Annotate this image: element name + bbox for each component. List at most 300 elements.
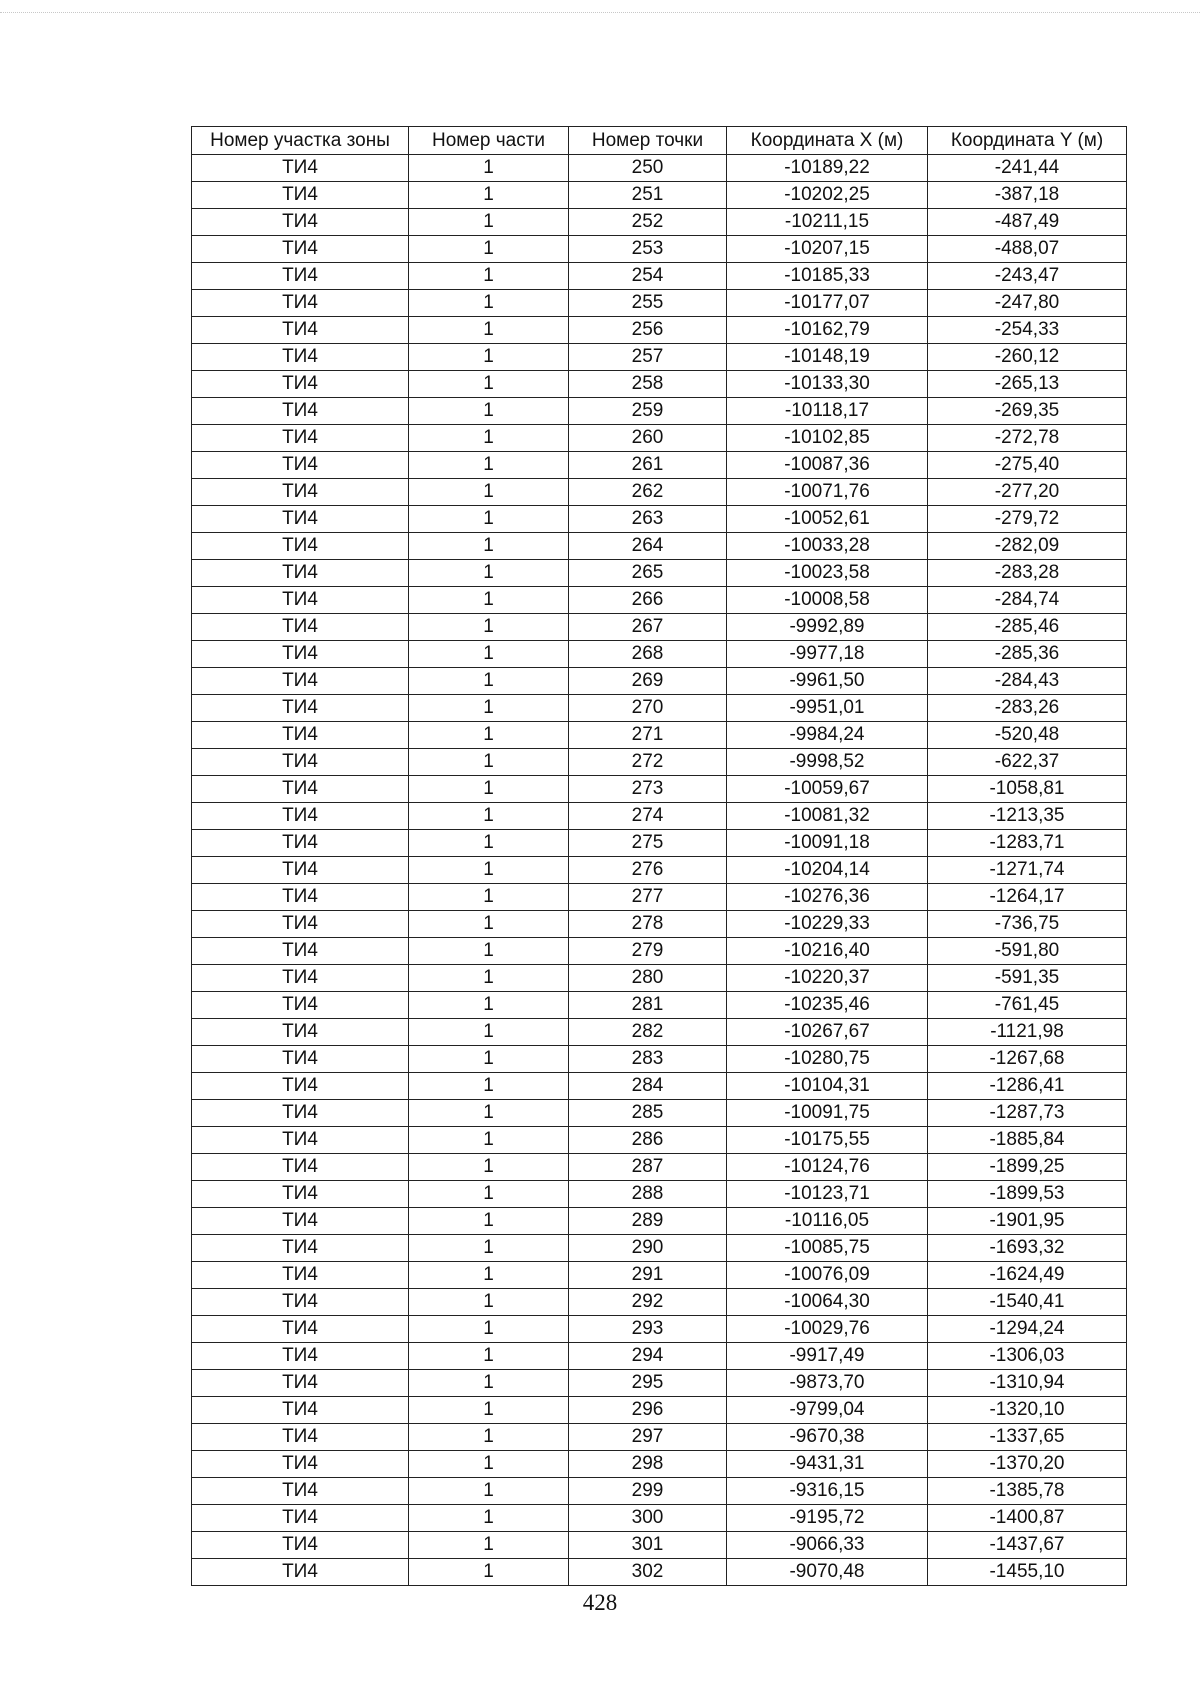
cell-coordinate-y: -285,46: [928, 614, 1127, 641]
cell-point-number: 255: [569, 290, 727, 317]
cell-coordinate-x: -10148,19: [727, 344, 928, 371]
cell-coordinate-y: -761,45: [928, 992, 1127, 1019]
cell-coordinate-x: -10081,32: [727, 803, 928, 830]
cell-coordinate-x: -10276,36: [727, 884, 928, 911]
table-row: [192, 290, 1127, 317]
cell-zone-section: ТИ4: [192, 506, 409, 533]
cell-point-number: 281: [569, 992, 727, 1019]
table-row: [192, 560, 1127, 587]
cell-zone-section: ТИ4: [192, 452, 409, 479]
cell-coordinate-y: -1437,67: [928, 1532, 1127, 1559]
cell-coordinate-y: -1693,32: [928, 1235, 1127, 1262]
cell-zone-section: ТИ4: [192, 1235, 409, 1262]
table-row: [192, 668, 1127, 695]
cell-point-number: 301: [569, 1532, 727, 1559]
cell-coordinate-y: -1213,35: [928, 803, 1127, 830]
cell-coordinate-x: -10175,55: [727, 1127, 928, 1154]
cell-coordinate-y: -1283,71: [928, 830, 1127, 857]
table-row: [192, 1262, 1127, 1289]
cell-coordinate-y: -1337,65: [928, 1424, 1127, 1451]
cell-zone-section: ТИ4: [192, 1505, 409, 1532]
table-row: [192, 1073, 1127, 1100]
table-row: [192, 479, 1127, 506]
cell-coordinate-y: -283,28: [928, 560, 1127, 587]
cell-point-number: 284: [569, 1073, 727, 1100]
cell-point-number: 265: [569, 560, 727, 587]
cell-coordinate-x: -10162,79: [727, 317, 928, 344]
cell-coordinate-x: -9316,15: [727, 1478, 928, 1505]
cell-coordinate-x: -9670,38: [727, 1424, 928, 1451]
cell-part-number: 1: [409, 803, 569, 830]
table-row: [192, 1424, 1127, 1451]
cell-part-number: 1: [409, 263, 569, 290]
cell-coordinate-y: -1121,98: [928, 1019, 1127, 1046]
table-row: [192, 398, 1127, 425]
cell-zone-section: ТИ4: [192, 803, 409, 830]
cell-coordinate-x: -10023,58: [727, 560, 928, 587]
cell-coordinate-x: -10185,33: [727, 263, 928, 290]
table-row: [192, 830, 1127, 857]
cell-coordinate-x: -10123,71: [727, 1181, 928, 1208]
cell-point-number: 261: [569, 452, 727, 479]
cell-zone-section: ТИ4: [192, 1181, 409, 1208]
cell-zone-section: ТИ4: [192, 182, 409, 209]
cell-part-number: 1: [409, 1154, 569, 1181]
table-row: [192, 1532, 1127, 1559]
cell-zone-section: ТИ4: [192, 830, 409, 857]
cell-coordinate-x: -10133,30: [727, 371, 928, 398]
cell-zone-section: ТИ4: [192, 884, 409, 911]
cell-coordinate-y: -285,36: [928, 641, 1127, 668]
cell-coordinate-x: -9992,89: [727, 614, 928, 641]
cell-coordinate-y: -1294,24: [928, 1316, 1127, 1343]
cell-coordinate-x: -10102,85: [727, 425, 928, 452]
cell-coordinate-y: -1264,17: [928, 884, 1127, 911]
cell-zone-section: ТИ4: [192, 479, 409, 506]
cell-point-number: 282: [569, 1019, 727, 1046]
header-zone-section: Номер участка зоны: [192, 127, 409, 155]
cell-part-number: 1: [409, 857, 569, 884]
table-row: [192, 749, 1127, 776]
cell-point-number: 298: [569, 1451, 727, 1478]
table-row: [192, 884, 1127, 911]
cell-point-number: 269: [569, 668, 727, 695]
cell-coordinate-y: -1058,81: [928, 776, 1127, 803]
cell-point-number: 266: [569, 587, 727, 614]
cell-part-number: 1: [409, 1532, 569, 1559]
cell-zone-section: ТИ4: [192, 560, 409, 587]
table-row: [192, 992, 1127, 1019]
cell-coordinate-x: -9917,49: [727, 1343, 928, 1370]
cell-coordinate-x: -10071,76: [727, 479, 928, 506]
cell-part-number: 1: [409, 1478, 569, 1505]
cell-coordinate-y: -1455,10: [928, 1559, 1127, 1586]
cell-zone-section: ТИ4: [192, 398, 409, 425]
cell-zone-section: ТИ4: [192, 1154, 409, 1181]
cell-part-number: 1: [409, 614, 569, 641]
cell-part-number: 1: [409, 1019, 569, 1046]
cell-zone-section: ТИ4: [192, 695, 409, 722]
table-row: [192, 1208, 1127, 1235]
cell-coordinate-x: -10202,25: [727, 182, 928, 209]
cell-coordinate-x: -10104,31: [727, 1073, 928, 1100]
cell-part-number: 1: [409, 398, 569, 425]
cell-point-number: 262: [569, 479, 727, 506]
cell-part-number: 1: [409, 1289, 569, 1316]
cell-coordinate-x: -9977,18: [727, 641, 928, 668]
table-row: [192, 1316, 1127, 1343]
cell-coordinate-y: -283,26: [928, 695, 1127, 722]
cell-zone-section: ТИ4: [192, 776, 409, 803]
table-body: [192, 155, 1127, 1586]
cell-coordinate-y: -487,49: [928, 209, 1127, 236]
cell-part-number: 1: [409, 992, 569, 1019]
cell-zone-section: ТИ4: [192, 371, 409, 398]
cell-part-number: 1: [409, 830, 569, 857]
cell-point-number: 288: [569, 1181, 727, 1208]
cell-coordinate-x: -9984,24: [727, 722, 928, 749]
cell-part-number: 1: [409, 290, 569, 317]
cell-zone-section: ТИ4: [192, 1343, 409, 1370]
cell-point-number: 259: [569, 398, 727, 425]
cell-coordinate-x: -10220,37: [727, 965, 928, 992]
cell-coordinate-x: -9951,01: [727, 695, 928, 722]
cell-coordinate-y: -247,80: [928, 290, 1127, 317]
table-row: [192, 857, 1127, 884]
cell-zone-section: ТИ4: [192, 1046, 409, 1073]
cell-zone-section: ТИ4: [192, 1397, 409, 1424]
cell-point-number: 275: [569, 830, 727, 857]
cell-point-number: 287: [569, 1154, 727, 1181]
cell-coordinate-x: -10267,67: [727, 1019, 928, 1046]
cell-point-number: 260: [569, 425, 727, 452]
cell-part-number: 1: [409, 1181, 569, 1208]
cell-zone-section: ТИ4: [192, 1424, 409, 1451]
cell-zone-section: ТИ4: [192, 1100, 409, 1127]
table-row: [192, 1343, 1127, 1370]
cell-coordinate-x: -10207,15: [727, 236, 928, 263]
header-point-number: Номер точки: [569, 127, 727, 155]
table-row: [192, 1235, 1127, 1262]
cell-zone-section: ТИ4: [192, 533, 409, 560]
cell-part-number: 1: [409, 587, 569, 614]
cell-point-number: 300: [569, 1505, 727, 1532]
cell-coordinate-y: -282,09: [928, 533, 1127, 560]
cell-part-number: 1: [409, 1100, 569, 1127]
cell-coordinate-x: -10124,76: [727, 1154, 928, 1181]
cell-coordinate-x: -10091,18: [727, 830, 928, 857]
cell-coordinate-x: -10118,17: [727, 398, 928, 425]
cell-coordinate-x: -10229,33: [727, 911, 928, 938]
cell-zone-section: ТИ4: [192, 263, 409, 290]
cell-part-number: 1: [409, 344, 569, 371]
table-row: [192, 533, 1127, 560]
page-number: 428: [582, 1590, 618, 1615]
cell-zone-section: ТИ4: [192, 317, 409, 344]
cell-zone-section: ТИ4: [192, 722, 409, 749]
cell-part-number: 1: [409, 560, 569, 587]
cell-point-number: 254: [569, 263, 727, 290]
table-row: [192, 344, 1127, 371]
cell-zone-section: ТИ4: [192, 155, 409, 182]
cell-zone-section: ТИ4: [192, 1208, 409, 1235]
cell-part-number: 1: [409, 1370, 569, 1397]
cell-coordinate-x: -9998,52: [727, 749, 928, 776]
cell-coordinate-y: -591,35: [928, 965, 1127, 992]
cell-point-number: 258: [569, 371, 727, 398]
cell-coordinate-y: -736,75: [928, 911, 1127, 938]
cell-point-number: 252: [569, 209, 727, 236]
cell-coordinate-y: -1306,03: [928, 1343, 1127, 1370]
cell-coordinate-y: -1287,73: [928, 1100, 1127, 1127]
cell-point-number: 257: [569, 344, 727, 371]
cell-coordinate-x: -10189,22: [727, 155, 928, 182]
table-row: [192, 641, 1127, 668]
cell-coordinate-x: -10091,75: [727, 1100, 928, 1127]
cell-zone-section: ТИ4: [192, 668, 409, 695]
cell-zone-section: ТИ4: [192, 425, 409, 452]
cell-part-number: 1: [409, 776, 569, 803]
cell-zone-section: ТИ4: [192, 1262, 409, 1289]
cell-coordinate-y: -1901,95: [928, 1208, 1127, 1235]
cell-coordinate-y: -284,74: [928, 587, 1127, 614]
cell-coordinate-x: -10177,07: [727, 290, 928, 317]
cell-zone-section: ТИ4: [192, 641, 409, 668]
cell-part-number: 1: [409, 1424, 569, 1451]
cell-part-number: 1: [409, 1397, 569, 1424]
cell-point-number: 289: [569, 1208, 727, 1235]
cell-zone-section: ТИ4: [192, 938, 409, 965]
cell-coordinate-y: -622,37: [928, 749, 1127, 776]
cell-coordinate-y: -241,44: [928, 155, 1127, 182]
cell-coordinate-y: -265,13: [928, 371, 1127, 398]
cell-point-number: 250: [569, 155, 727, 182]
cell-zone-section: ТИ4: [192, 290, 409, 317]
cell-point-number: 271: [569, 722, 727, 749]
cell-part-number: 1: [409, 425, 569, 452]
table-row: [192, 1397, 1127, 1424]
cell-zone-section: ТИ4: [192, 857, 409, 884]
table-row: [192, 425, 1127, 452]
cell-coordinate-x: -10211,15: [727, 209, 928, 236]
table-row: [192, 1046, 1127, 1073]
cell-coordinate-y: -1899,53: [928, 1181, 1127, 1208]
table-row: [192, 1100, 1127, 1127]
coordinates-table: [191, 126, 1127, 1586]
cell-coordinate-x: -9070,48: [727, 1559, 928, 1586]
table-row: [192, 614, 1127, 641]
cell-coordinate-x: -9066,33: [727, 1532, 928, 1559]
cell-zone-section: ТИ4: [192, 1073, 409, 1100]
cell-part-number: 1: [409, 479, 569, 506]
cell-part-number: 1: [409, 182, 569, 209]
cell-coordinate-x: -10085,75: [727, 1235, 928, 1262]
cell-point-number: 302: [569, 1559, 727, 1586]
cell-zone-section: ТИ4: [192, 209, 409, 236]
cell-part-number: 1: [409, 1262, 569, 1289]
cell-coordinate-y: -1271,74: [928, 857, 1127, 884]
cell-point-number: 256: [569, 317, 727, 344]
cell-point-number: 273: [569, 776, 727, 803]
table-row: [192, 803, 1127, 830]
cell-coordinate-x: -9195,72: [727, 1505, 928, 1532]
table-row: [192, 1127, 1127, 1154]
header-coordinate-y: Координата Y (м): [928, 127, 1127, 155]
cell-part-number: 1: [409, 209, 569, 236]
cell-coordinate-y: -1385,78: [928, 1478, 1127, 1505]
cell-coordinate-y: -1885,84: [928, 1127, 1127, 1154]
table-row: [192, 182, 1127, 209]
cell-part-number: 1: [409, 749, 569, 776]
cell-part-number: 1: [409, 236, 569, 263]
cell-coordinate-x: -10076,09: [727, 1262, 928, 1289]
cell-coordinate-x: -9961,50: [727, 668, 928, 695]
cell-coordinate-y: -1540,41: [928, 1289, 1127, 1316]
cell-coordinate-x: -10052,61: [727, 506, 928, 533]
header-part-number: Номер части: [409, 127, 569, 155]
cell-zone-section: ТИ4: [192, 1316, 409, 1343]
cell-coordinate-y: -1310,94: [928, 1370, 1127, 1397]
cell-point-number: 299: [569, 1478, 727, 1505]
cell-part-number: 1: [409, 722, 569, 749]
cell-coordinate-x: -9431,31: [727, 1451, 928, 1478]
cell-coordinate-x: -10216,40: [727, 938, 928, 965]
cell-coordinate-x: -10008,58: [727, 587, 928, 614]
table-row: [192, 1559, 1127, 1586]
cell-coordinate-y: -275,40: [928, 452, 1127, 479]
cell-coordinate-y: -488,07: [928, 236, 1127, 263]
header-coordinate-x: Координата X (м): [727, 127, 928, 155]
coordinates-table-container: [191, 126, 1126, 1586]
cell-coordinate-x: -10087,36: [727, 452, 928, 479]
cell-coordinate-y: -1267,68: [928, 1046, 1127, 1073]
cell-coordinate-x: -10059,67: [727, 776, 928, 803]
cell-coordinate-y: -1320,10: [928, 1397, 1127, 1424]
cell-zone-section: ТИ4: [192, 1019, 409, 1046]
cell-coordinate-y: -269,35: [928, 398, 1127, 425]
cell-part-number: 1: [409, 965, 569, 992]
cell-point-number: 294: [569, 1343, 727, 1370]
cell-coordinate-x: -9799,04: [727, 1397, 928, 1424]
cell-zone-section: ТИ4: [192, 236, 409, 263]
table-row: [192, 155, 1127, 182]
table-row: [192, 317, 1127, 344]
cell-part-number: 1: [409, 317, 569, 344]
cell-zone-section: ТИ4: [192, 1451, 409, 1478]
cell-part-number: 1: [409, 641, 569, 668]
cell-coordinate-x: -10235,46: [727, 992, 928, 1019]
cell-point-number: 253: [569, 236, 727, 263]
cell-point-number: 274: [569, 803, 727, 830]
table-row: [192, 911, 1127, 938]
cell-point-number: 277: [569, 884, 727, 911]
cell-part-number: 1: [409, 1046, 569, 1073]
cell-point-number: 292: [569, 1289, 727, 1316]
cell-zone-section: ТИ4: [192, 1478, 409, 1505]
table-row: [192, 1154, 1127, 1181]
cell-coordinate-y: -277,20: [928, 479, 1127, 506]
table-row: [192, 371, 1127, 398]
table-row: [192, 1370, 1127, 1397]
cell-coordinate-y: -279,72: [928, 506, 1127, 533]
cell-part-number: 1: [409, 884, 569, 911]
table-row: [192, 1289, 1127, 1316]
cell-part-number: 1: [409, 1073, 569, 1100]
cell-coordinate-y: -254,33: [928, 317, 1127, 344]
cell-zone-section: ТИ4: [192, 1127, 409, 1154]
table-row: [192, 938, 1127, 965]
cell-zone-section: ТИ4: [192, 614, 409, 641]
cell-part-number: 1: [409, 1235, 569, 1262]
cell-coordinate-y: -284,43: [928, 668, 1127, 695]
cell-zone-section: ТИ4: [192, 344, 409, 371]
cell-coordinate-y: -387,18: [928, 182, 1127, 209]
cell-coordinate-x: -10064,30: [727, 1289, 928, 1316]
cell-point-number: 283: [569, 1046, 727, 1073]
cell-part-number: 1: [409, 938, 569, 965]
cell-coordinate-x: -10204,14: [727, 857, 928, 884]
table-row: [192, 695, 1127, 722]
cell-zone-section: ТИ4: [192, 965, 409, 992]
cell-part-number: 1: [409, 371, 569, 398]
cell-part-number: 1: [409, 1505, 569, 1532]
cell-part-number: 1: [409, 1451, 569, 1478]
cell-part-number: 1: [409, 695, 569, 722]
cell-point-number: 278: [569, 911, 727, 938]
cell-point-number: 286: [569, 1127, 727, 1154]
cell-coordinate-x: -10029,76: [727, 1316, 928, 1343]
cell-zone-section: ТИ4: [192, 1289, 409, 1316]
cell-coordinate-y: -591,80: [928, 938, 1127, 965]
cell-point-number: 297: [569, 1424, 727, 1451]
cell-point-number: 279: [569, 938, 727, 965]
cell-coordinate-x: -9873,70: [727, 1370, 928, 1397]
cell-coordinate-y: -520,48: [928, 722, 1127, 749]
cell-point-number: 293: [569, 1316, 727, 1343]
table-row: [192, 1019, 1127, 1046]
cell-point-number: 264: [569, 533, 727, 560]
cell-coordinate-y: -1286,41: [928, 1073, 1127, 1100]
cell-point-number: 290: [569, 1235, 727, 1262]
cell-point-number: 263: [569, 506, 727, 533]
table-row: [192, 506, 1127, 533]
cell-point-number: 280: [569, 965, 727, 992]
table-row: [192, 209, 1127, 236]
cell-point-number: 268: [569, 641, 727, 668]
table-row: [192, 587, 1127, 614]
table-row: [192, 965, 1127, 992]
cell-part-number: 1: [409, 1316, 569, 1343]
cell-zone-section: ТИ4: [192, 992, 409, 1019]
table-row: [192, 1451, 1127, 1478]
cell-part-number: 1: [409, 506, 569, 533]
cell-zone-section: ТИ4: [192, 911, 409, 938]
cell-coordinate-y: -260,12: [928, 344, 1127, 371]
cell-point-number: 295: [569, 1370, 727, 1397]
table-header-row: [192, 127, 1127, 155]
cell-zone-section: ТИ4: [192, 1532, 409, 1559]
cell-zone-section: ТИ4: [192, 749, 409, 776]
table-row: [192, 236, 1127, 263]
table-row: [192, 263, 1127, 290]
cell-coordinate-y: -1624,49: [928, 1262, 1127, 1289]
cell-coordinate-y: -1899,25: [928, 1154, 1127, 1181]
cell-point-number: 276: [569, 857, 727, 884]
page-top-edge: [0, 12, 1200, 13]
table-row: [192, 1505, 1127, 1532]
cell-coordinate-x: -10116,05: [727, 1208, 928, 1235]
cell-part-number: 1: [409, 1208, 569, 1235]
